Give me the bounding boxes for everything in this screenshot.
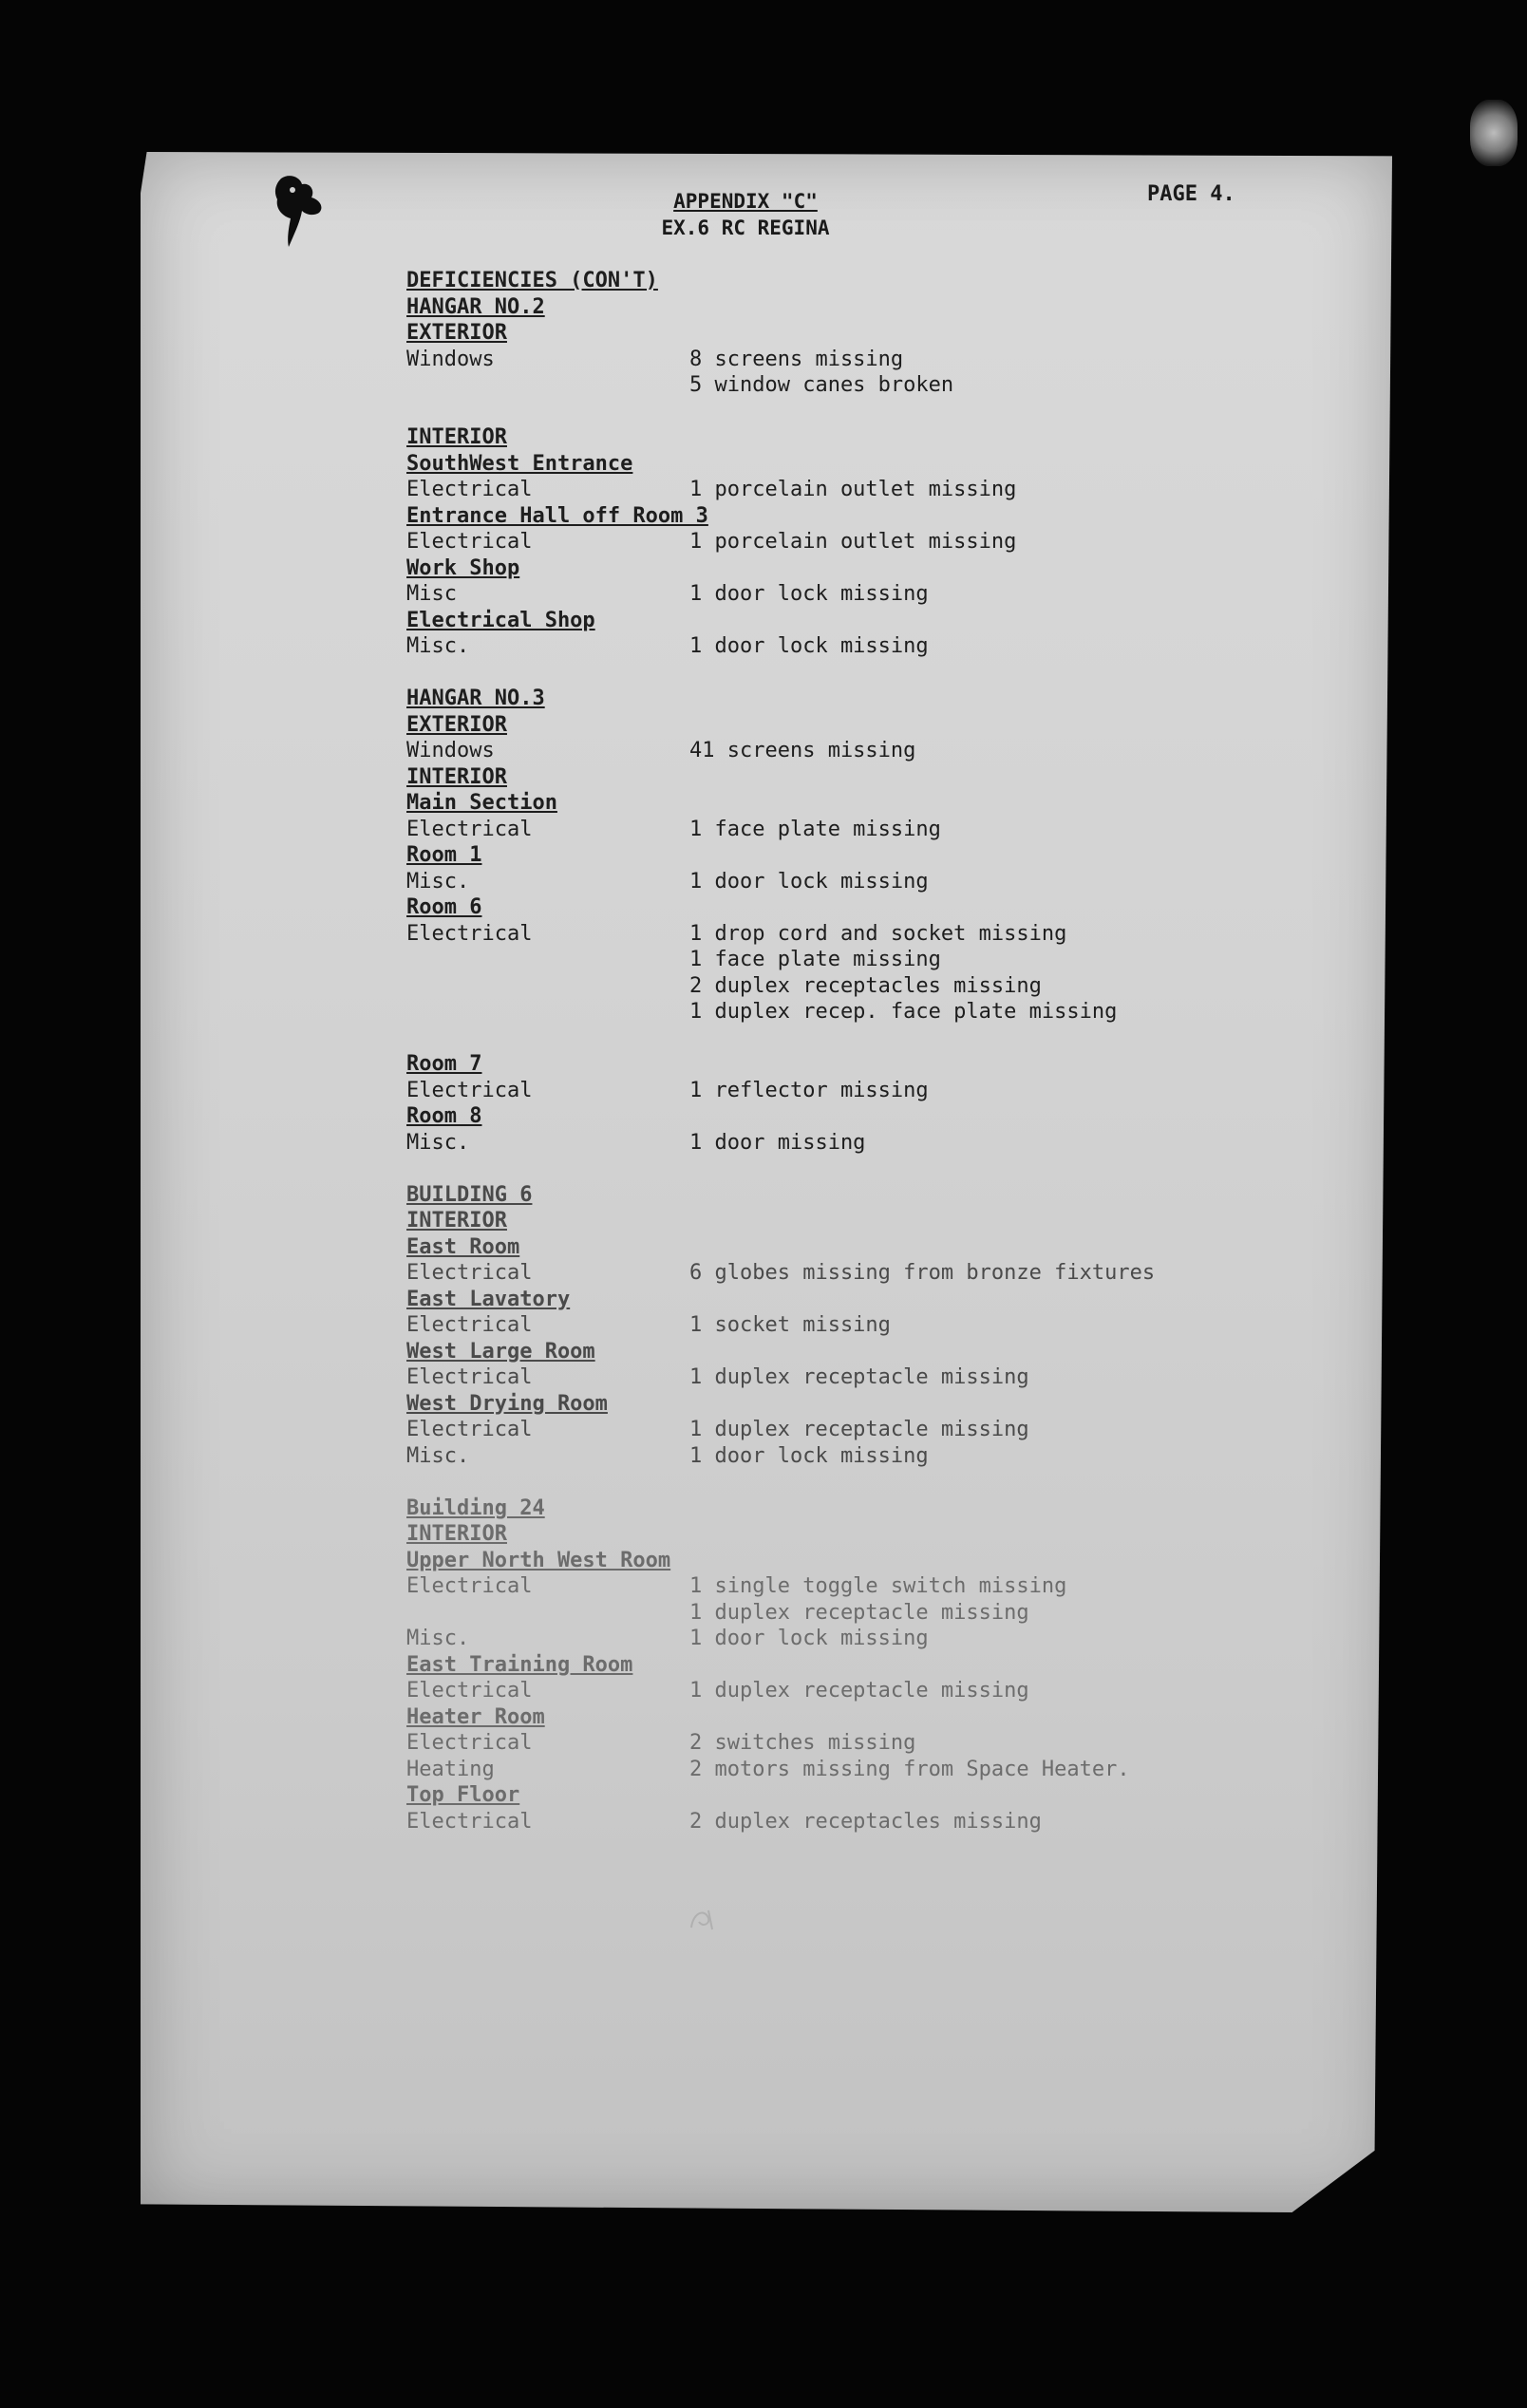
section-heading: Main Section — [406, 791, 557, 815]
pencil-mark — [684, 1899, 722, 1937]
document-header — [589, 188, 902, 241]
deficiency-item: 1 face plate missing — [689, 817, 941, 841]
punch-hole-mark — [1470, 100, 1518, 166]
deficiency-row — [406, 1678, 1337, 1704]
section-heading-row — [406, 1208, 1337, 1234]
deficiency-item: 1 door lock missing — [689, 582, 929, 606]
section-heading: Work Shop — [406, 555, 520, 580]
section-heading-row — [406, 451, 1337, 478]
section-heading: West Large Room — [406, 1339, 595, 1364]
deficiency-item: 1 porcelain outlet missing — [689, 478, 1017, 501]
deficiency-item: 2 switches missing — [689, 1731, 916, 1755]
deficiency-row — [406, 1469, 1337, 1496]
section-heading: EXTERIOR — [406, 712, 507, 737]
category-label: Misc — [406, 582, 457, 606]
deficiency-item: 1 drop cord and socket missing — [689, 921, 1067, 946]
deficiency-item: 1 door missing — [689, 1130, 866, 1155]
section-heading: EXTERIOR — [406, 321, 507, 345]
section-heading-row — [406, 790, 1337, 817]
section-heading-row — [406, 1704, 1337, 1731]
section-heading-row — [406, 608, 1337, 634]
deficiency-row — [406, 921, 1337, 948]
section-heading: INTERIOR — [406, 764, 507, 789]
section-heading-row — [406, 1782, 1337, 1809]
page-number: PAGE 4. — [1147, 182, 1235, 206]
section-heading-row — [406, 894, 1337, 921]
section-heading-row — [406, 1548, 1337, 1574]
section-heading-row — [406, 503, 1337, 530]
category-label: Electrical — [406, 1809, 533, 1834]
deficiency-item: 1 duplex recep. face plate missing — [689, 1000, 1118, 1024]
deficiency-row — [406, 973, 1337, 1000]
deficiency-item: 1 door lock missing — [689, 1627, 929, 1650]
category-label: Electrical — [406, 478, 533, 501]
category-label: Misc. — [406, 1443, 470, 1468]
deficiency-row — [406, 1443, 1337, 1470]
section-heading-row — [406, 1496, 1337, 1522]
section-heading-row — [406, 1287, 1337, 1313]
deficiency-row — [406, 581, 1337, 608]
section-heading-row — [406, 424, 1337, 451]
category-label: Windows — [406, 347, 495, 371]
deficiency-item: 5 window canes broken — [689, 373, 954, 397]
section-heading-row — [406, 1182, 1337, 1209]
section-heading-row — [406, 686, 1337, 712]
category-label: Electrical — [406, 530, 533, 554]
deficiency-item: 6 globes missing from bronze fixtures — [689, 1261, 1156, 1285]
deficiency-item: 41 screens missing — [689, 739, 916, 762]
category-label: Electrical — [406, 1313, 533, 1337]
deficiency-row — [406, 1809, 1337, 1835]
deficiency-row — [406, 1025, 1337, 1052]
deficiency-item: 2 duplex receptacles missing — [689, 973, 1042, 998]
section-heading-row — [406, 294, 1337, 321]
category-label: Electrical — [406, 1365, 533, 1389]
category-label: Misc. — [406, 634, 470, 658]
section-heading: Room 8 — [406, 1104, 482, 1128]
section-heading: SouthWest Entrance — [406, 451, 633, 476]
deficiency-row — [406, 1730, 1337, 1757]
deficiency-item: 1 socket missing — [689, 1313, 891, 1337]
deficiency-row — [406, 399, 1337, 425]
category-label: Misc. — [406, 1627, 470, 1650]
unit-title: EX.6 RC REGINA — [661, 216, 830, 239]
deficiency-row — [406, 1130, 1337, 1157]
section-heading-row — [406, 1051, 1337, 1078]
section-heading: East Training Room — [406, 1652, 633, 1677]
section-heading-row — [406, 268, 1337, 294]
deficiency-row — [406, 1364, 1337, 1391]
deficiency-row — [406, 1156, 1337, 1182]
category-label: Windows — [406, 739, 495, 762]
section-heading: West Drying Room — [406, 1391, 608, 1416]
section-heading: INTERIOR — [406, 425, 507, 449]
category-label: Electrical — [406, 1574, 533, 1598]
section-heading: INTERIOR — [406, 1209, 507, 1232]
section-heading: Upper North West Room — [406, 1548, 671, 1572]
deficiency-row — [406, 1260, 1337, 1287]
category-label: Electrical — [406, 1418, 533, 1441]
deficiency-item: 2 motors missing from Space Heater. — [689, 1757, 1130, 1781]
category-label: Heating — [406, 1757, 495, 1781]
section-heading: Room 7 — [406, 1052, 482, 1076]
section-heading: Electrical Shop — [406, 608, 595, 632]
deficiency-item: 1 door lock missing — [689, 634, 929, 658]
section-heading: Room 6 — [406, 895, 482, 919]
deficiency-row — [406, 1626, 1337, 1652]
section-heading-row — [406, 1652, 1337, 1679]
section-heading-row — [406, 1391, 1337, 1418]
deficiency-row — [406, 1757, 1337, 1783]
section-heading: DEFICIENCIES (CON'T) — [406, 269, 658, 292]
section-heading-row — [406, 764, 1337, 791]
section-heading: INTERIOR — [406, 1522, 507, 1546]
deficiency-item: 1 duplex receptacle missing — [689, 1600, 1029, 1625]
deficiency-list — [406, 268, 1337, 1834]
category-label: Electrical — [406, 1679, 533, 1703]
deficiency-row — [406, 529, 1337, 555]
section-heading: Building 24 — [406, 1496, 545, 1520]
deficiency-row — [406, 633, 1337, 660]
deficiency-row — [406, 738, 1337, 764]
deficiency-item: 1 duplex receptacle missing — [689, 1365, 1029, 1389]
deficiency-row — [406, 947, 1337, 973]
section-heading-row — [406, 712, 1337, 739]
deficiency-row — [406, 1573, 1337, 1600]
deficiency-item: 1 reflector missing — [689, 1078, 929, 1102]
deficiency-item: 1 single toggle switch missing — [689, 1574, 1067, 1598]
deficiency-row — [406, 1078, 1337, 1104]
category-label: Electrical — [406, 921, 533, 946]
deficiency-item: 1 door lock missing — [689, 869, 929, 894]
category-label: Electrical — [406, 1731, 533, 1755]
deficiency-row — [406, 372, 1337, 399]
deficiency-row — [406, 347, 1337, 373]
section-heading: HANGAR NO.3 — [406, 687, 545, 710]
ink-blot-mark — [268, 171, 334, 256]
category-label: Electrical — [406, 817, 533, 841]
deficiency-item: 1 porcelain outlet missing — [689, 530, 1017, 554]
appendix-title: APPENDIX "C" — [673, 190, 818, 213]
deficiency-item: 1 door lock missing — [689, 1443, 929, 1468]
section-heading-row — [406, 320, 1337, 347]
section-heading: Top Floor — [406, 1783, 520, 1807]
deficiency-row — [406, 817, 1337, 843]
category-label: Misc. — [406, 1130, 470, 1155]
deficiency-row — [406, 660, 1337, 687]
deficiency-row — [406, 999, 1337, 1025]
deficiency-row — [406, 869, 1337, 895]
deficiency-row — [406, 1417, 1337, 1443]
section-heading: Room 1 — [406, 843, 482, 867]
section-heading-row — [406, 1234, 1337, 1261]
section-heading: BUILDING 6 — [406, 1182, 533, 1207]
deficiency-item: 1 face plate missing — [689, 948, 941, 971]
deficiency-item: 1 duplex receptacle missing — [689, 1679, 1029, 1703]
section-heading: East Lavatory — [406, 1287, 571, 1311]
section-heading-row — [406, 1103, 1337, 1130]
section-heading-row — [406, 555, 1337, 582]
category-label: Electrical — [406, 1261, 533, 1285]
section-heading-row — [406, 842, 1337, 869]
deficiency-row — [406, 1312, 1337, 1339]
deficiency-item: 2 duplex receptacles missing — [689, 1809, 1042, 1834]
section-heading: Heater Room — [406, 1704, 545, 1729]
category-label: Electrical — [406, 1078, 533, 1102]
deficiency-row — [406, 477, 1337, 503]
deficiency-item: 8 screens missing — [689, 347, 904, 371]
section-heading-row — [406, 1339, 1337, 1365]
deficiency-row — [406, 1600, 1337, 1627]
category-label: Misc. — [406, 869, 470, 894]
section-heading: East Room — [406, 1234, 520, 1259]
section-heading-row — [406, 1521, 1337, 1548]
section-heading: Entrance Hall off Room 3 — [406, 503, 708, 528]
section-heading: HANGAR NO.2 — [406, 294, 545, 319]
deficiency-item: 1 duplex receptacle missing — [689, 1418, 1029, 1441]
